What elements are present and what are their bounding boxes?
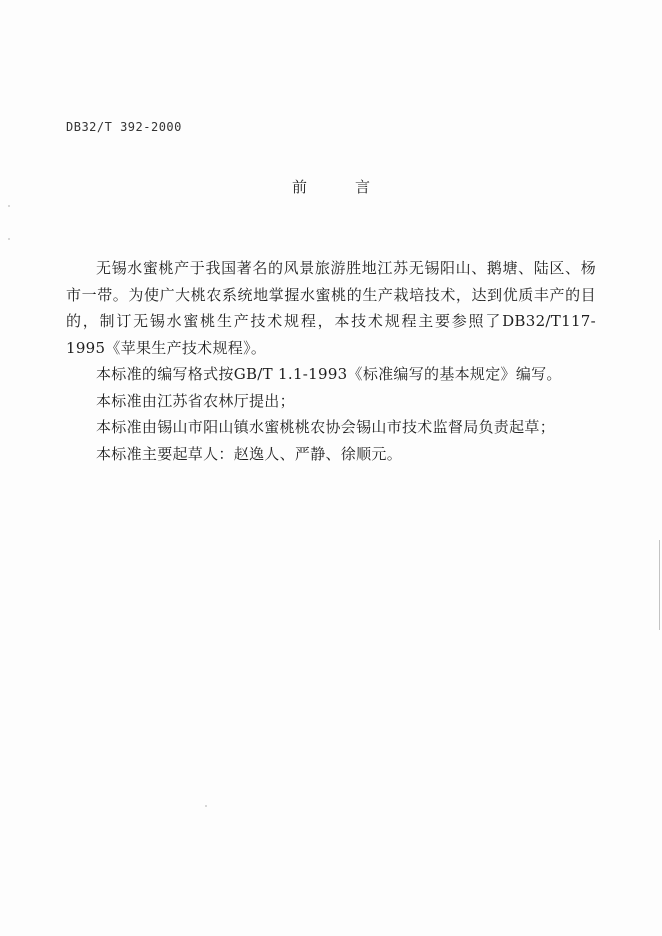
scan-speck xyxy=(8,238,10,240)
preface-heading xyxy=(0,176,662,197)
paragraph-drafters: 本标准主要起草人：赵逸人、严静、徐顺元。 xyxy=(96,444,403,463)
paragraph-format: 本标准的编写格式按GB/T 1.1-1993《标准编写的基本规定》编写。 xyxy=(96,365,562,383)
paragraph-proposer: 本标准由江苏省农林厅提出； xyxy=(96,391,295,410)
scan-speck xyxy=(8,205,10,207)
scan-edge-mark xyxy=(645,540,660,630)
heading-char-2: 言 xyxy=(355,178,371,196)
preface-body xyxy=(66,255,596,467)
standard-code: DB32/T 392-2000 xyxy=(66,120,182,134)
scan-speck xyxy=(205,805,207,807)
paragraph-drafting-unit: 本标准由锡山市阳山镇水蜜桃桃农协会锡山市技术监督局负责起草； xyxy=(96,418,556,436)
paragraph-intro: 无锡水蜜桃产于我国著名的风景旅游胜地江苏无锡阳山、鹅塘、陆区、杨市一带。为使广大桃农系统地掌握水蜜桃的生产栽培技术，达到优质丰产的目的，制订无锡水蜜桃生产技术规程，本技术规程主要参照了DB32/T117-1995《苹果生产技术规程》。 xyxy=(66,259,596,357)
heading-char-1: 前 xyxy=(291,178,307,196)
